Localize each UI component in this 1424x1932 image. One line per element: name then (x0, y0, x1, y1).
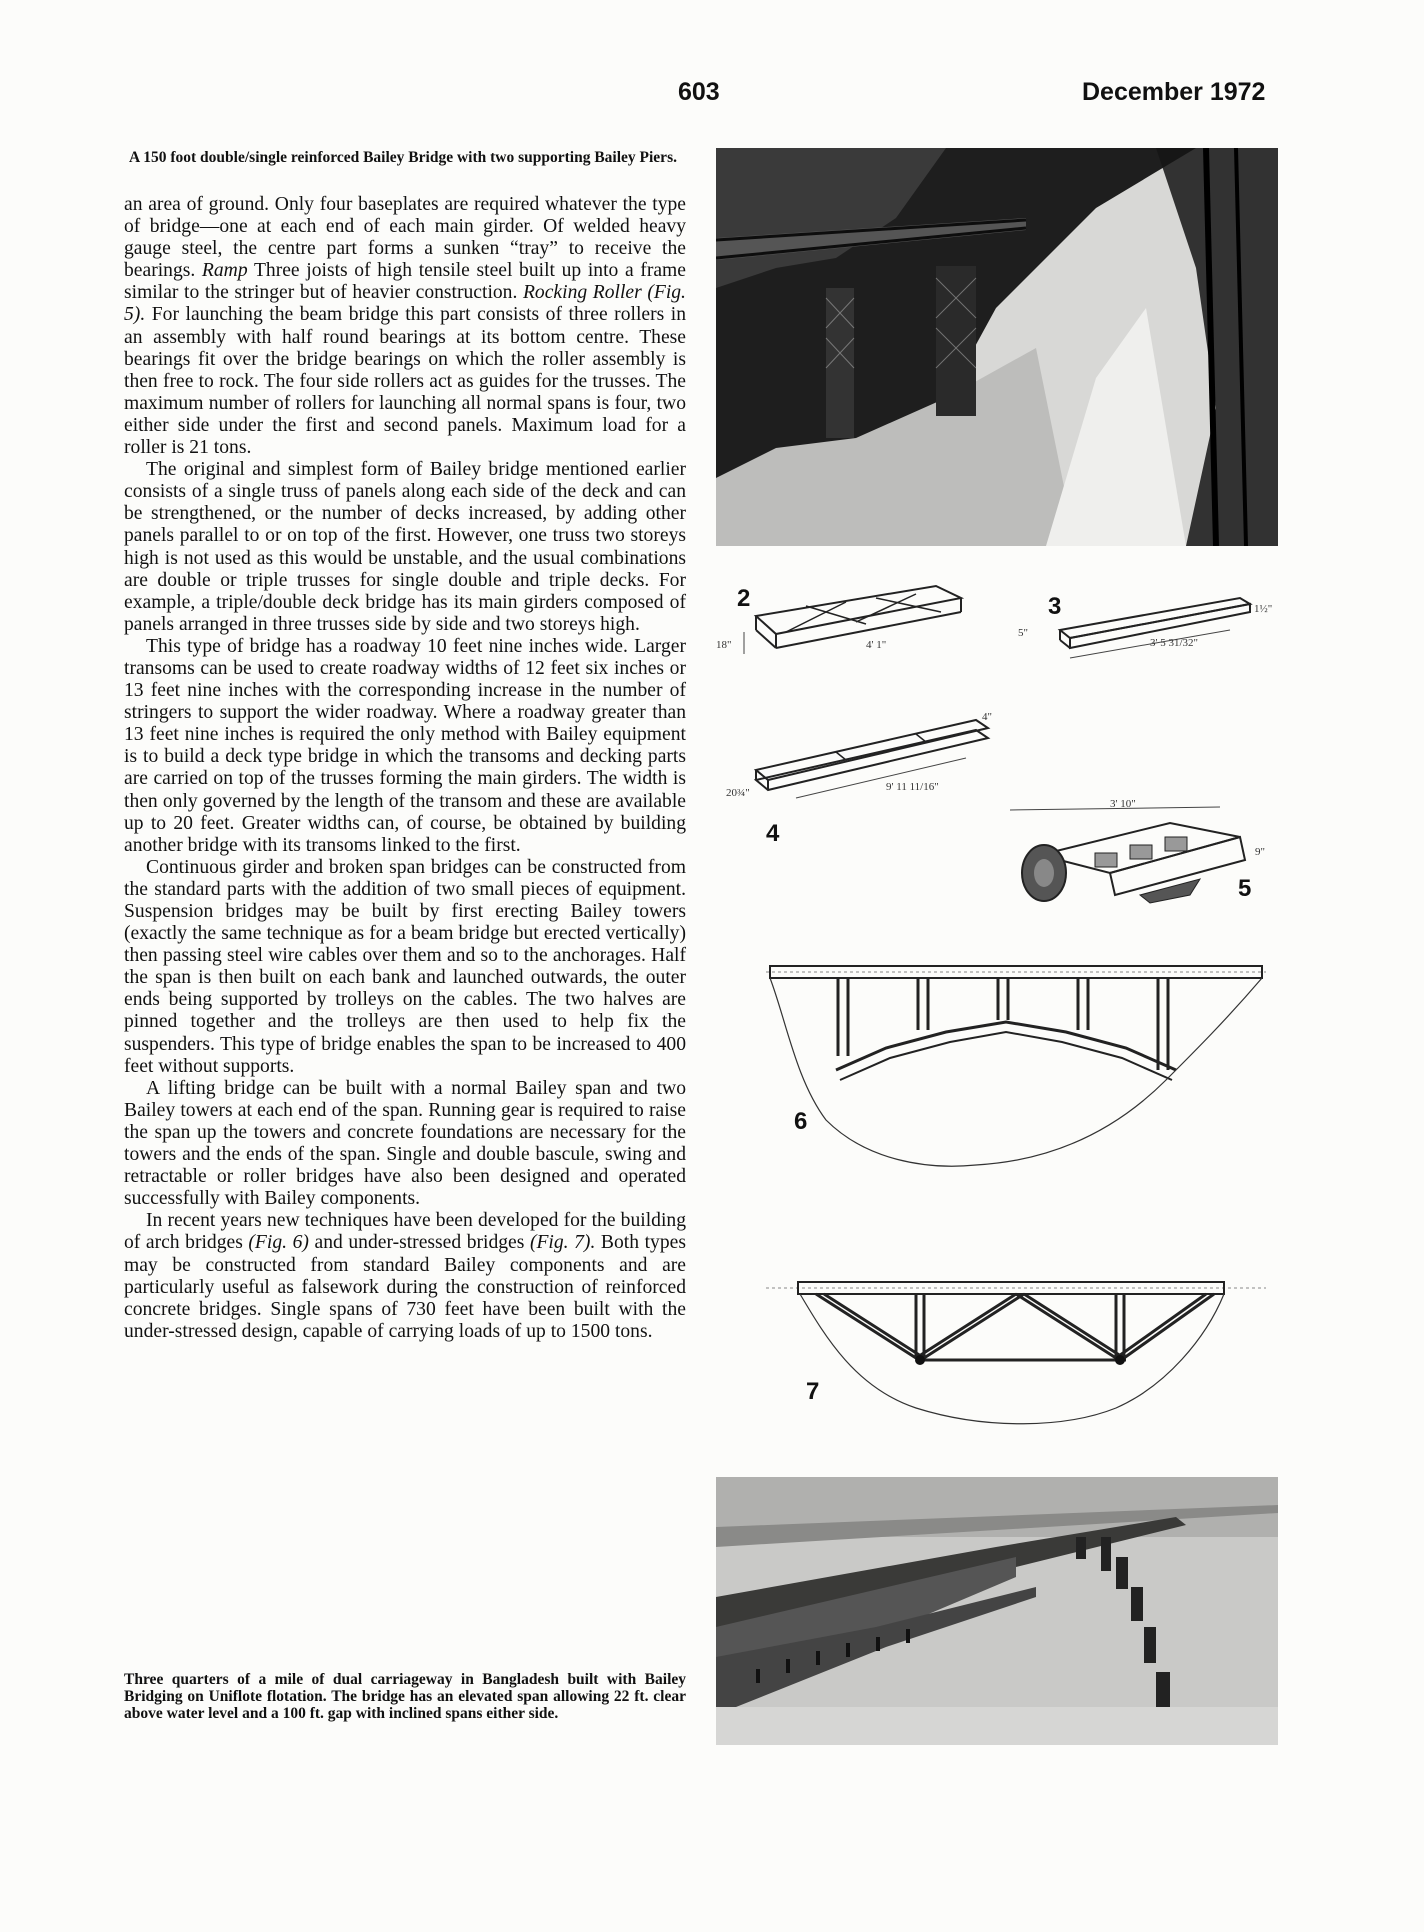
arch-bridge-drawing (766, 960, 1266, 1170)
paragraph-text: Three joists of high tensile steel built up into a frame similar to the stringer but of heavier construction. (124, 260, 686, 304)
paragraph-arch (124, 1210, 686, 1343)
term-rocking-roller: Rocking Roller (522, 282, 642, 304)
paragraph-baseplates (124, 194, 686, 459)
fig2-height-label: 18" (716, 639, 732, 651)
fig5-height-label: 9" (1255, 846, 1265, 858)
fig3-length-label: 3' 5 31/32" (1150, 637, 1199, 649)
paragraph-trusses: The original and simplest form of Bailey bridge mentioned earlier consists of a single truss of panels along each side of the deck and can be strengthened, or the number of decks increased, by adding other panels parallel to or on top of the first. However, one truss two storeys high is not used as this would be unstable, and the usual combinations are double or triple trusses for single double and triple decks. For example, a triple/double deck bridge has its main girders composed of panels arranged in three trusses side by side and two storeys high. (124, 459, 686, 635)
figure-5-rocking-roller (1000, 795, 1280, 930)
figure-5-number: 5 (1238, 875, 1252, 902)
under-stressed-bridge-drawing (766, 1278, 1266, 1438)
photo-bangladesh-floating-bridge (716, 1477, 1278, 1745)
figure-2-panel (716, 576, 1006, 676)
figure-4-ramp (726, 710, 1016, 810)
fig7-reference: (Fig. 7). (529, 1232, 596, 1254)
figure-2-number: 2 (737, 585, 751, 612)
fig4-width-label: 20¾" (726, 787, 750, 799)
figure-6-arch-bridge (766, 960, 1266, 1170)
paragraph-text: Both types may be constructed from standard Bailey components and are particularly useful as falsework during the construction of reinforced concrete bridges. Single spans of 730 feet have been built with the under-stressed design, capable of carrying loads of up to 1500 tons. (124, 1232, 686, 1342)
fig6-reference: (Fig. 6) (248, 1232, 309, 1254)
paragraph-suspension: Continuous girder and broken span bridges can be constructed from the standard parts with the addition of two small pieces of equipment. Suspension bridges may be built by first erecting Bailey towers (exactly the same technique as for a beam bridge but erected vertically) then passing steel wire cables over them and so to the anchorages. Half the span is then built on each bank and launched outwards, the outer ends being supported by trolleys on the cables. The two halves are pinned together and the trolleys are then used to help fix the suspenders. This type of bridge enables the span to be increased to 400 feet without supports. (124, 856, 686, 1077)
paragraph-text: an area of ground. Only four baseplates are required whatever the type of bridge—one at each end of each main girder. Of welded heavy gauge steel, the centre part forms a sunken “tray” to receive the bearings. (124, 194, 686, 282)
fig3-height-label: 1½" (1254, 603, 1273, 615)
photo-bailey-bridge-piers (716, 148, 1278, 546)
paragraph-roadway: This type of bridge has a roadway 10 feet nine inches wide. Larger transoms can be used to create roadway widths of 12 feet six inches or 13 feet nine inches with the corresponding increase in the number of stringers to support the wider roadway. Where a roadway greater than 13 feet nine inches is required the only method with Bailey equipment is to build a deck type bridge in which the transoms and decking parts are carried on top of the trusses forming the main girders. The width is then only governed by the length of the transom and these are available up to 20 feet. Greater widths can, of course, be obtained by building another bridge with its transoms linked to the first. (124, 635, 686, 856)
paragraph-text: For launching the beam bridge this part consists of three rollers in an assembly with half round bearings at its bottom centre. These bearings fit over the bridge bearings on which the roller assembly is then free to rock. The four side rollers act as guides for the trusses. The maximum number of rollers for launching all normal spans is four, two either side under the first and second panels. Maximum load for a roller is 21 tons. (124, 304, 686, 459)
photo-bangladesh-floating-bridge-image (716, 1477, 1278, 1745)
fig4-height-label: 4" (982, 711, 992, 723)
figure-7-number: 7 (806, 1378, 820, 1405)
fig2-length-label: 4' 1" (866, 639, 887, 651)
panel-drawing (716, 576, 1006, 676)
term-ramp: Ramp (201, 260, 248, 282)
page-number: 603 (678, 78, 720, 106)
figure-3-number: 3 (1048, 593, 1062, 620)
paragraph-text: and under-stressed bridges (314, 1232, 525, 1254)
figure-4-number: 4 (766, 820, 780, 847)
issue-date: December 1972 (1082, 78, 1266, 106)
photo-bailey-bridge-piers-image (716, 148, 1278, 546)
paragraph-lifting: A lifting bridge can be built with a normal Bailey span and two Bailey towers at each end of the span. Running gear is required to raise the span up the towers and concrete foundations are necessary for the towers and the ends of the span. Single and double bascule, swing and retractable or roller bridges have also been designed and operated successfully with Bailey components. (124, 1077, 686, 1210)
roller-drawing (1000, 795, 1280, 930)
article-body (124, 194, 686, 1343)
figure-7-under-stressed-bridge (766, 1278, 1266, 1438)
fig4-length-label: 9' 11 11/16" (886, 781, 939, 793)
bottom-photo-caption: Three quarters of a mile of dual carriageway in Bangladesh built with Bailey Bridging on Uniflote flotation. The bridge has an elevated span allowing 22 ft. clear above water level and a 100 ft. gap with inclined spans either side. (124, 1671, 686, 1722)
fig5-length-label: 3' 10" (1110, 798, 1136, 810)
fig5-reference: (Fig. 5). (124, 282, 686, 326)
paragraph-text: In recent years new techniques have been developed for the building of arch bridges (124, 1210, 686, 1254)
fig3-width-label: 5" (1018, 627, 1028, 639)
top-photo-caption: A 150 foot double/single reinforced Bailey Bridge with two supporting Bailey Piers. (129, 149, 677, 166)
figure-6-number: 6 (794, 1108, 808, 1135)
ramp-drawing (726, 710, 1016, 810)
